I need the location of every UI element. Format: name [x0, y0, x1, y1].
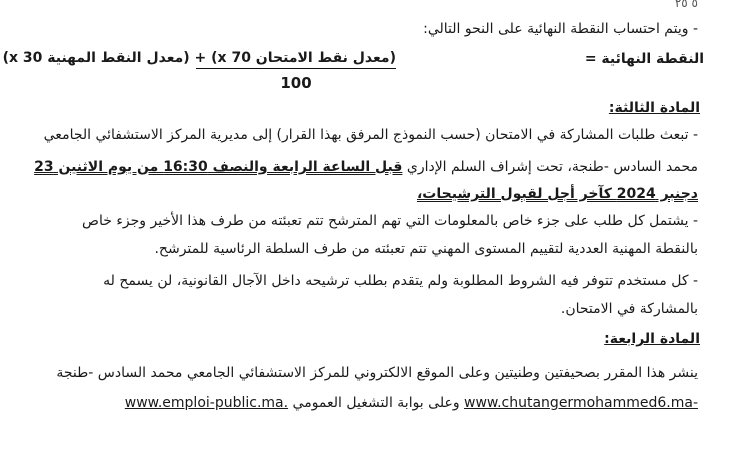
article3-para3-line1: - كل مستخدم تتوفر فيه الشروط المطلوبة ولم يتقدم بطلب ترشيحه داخل الآجال القانونية، لن يسمح له [103, 273, 698, 289]
article3-para3-line2: بالمشاركة في الامتحان. [560, 301, 698, 317]
article3-line3: دجنبر 2024 كآخر أجل لقبول الترشيحات، [416, 186, 698, 202]
article3-line2 [34, 158, 698, 176]
article4-line2 [125, 394, 698, 412]
article4-line1: ينشر هذا المقرر بصحيفتين وطنيتين وعلى الموقع الالكتروني للمركز الاستشفائي الجامعي محمد السادس -طنجة [56, 365, 698, 381]
article3-heading: المادة الثالثة: [608, 100, 700, 116]
formula-numerator: (معدل نقط الامتحان x 70) + (معدل النقط المهنية x 30) [196, 50, 396, 69]
top-fragment: ٥ ٢٥ [674, 0, 698, 10]
article3-para2-line1: - يشتمل كل طلب على جزء خاص بالمعلومات التي تهم المترشح تتم تعبئته من طرف هذا الأخير وجزء خاص [82, 213, 698, 229]
article3-deadline: قبل الساعة الرابعة والنصف 16:30 من يوم الاثنين 23 [34, 159, 403, 175]
article3-para2-line2: بالنقطة المهنية العددية لتقييم المستوى المهني تتم تعبئته من طرف السلطة الرئاسية للمترشح. [154, 241, 698, 257]
chu-website-link[interactable]: www.chutangermohammed6.ma- [464, 395, 698, 411]
article3-line1: - تبعث طلبات المشاركة في الامتحان (حسب النموذج المرفق بهذا القرار) إلى مديرية المركز الاستشفائي الجامعي [43, 127, 698, 143]
formula-label: النقطة النهائية = [584, 51, 704, 67]
intro-line: - ويتم احتساب النقطة النهائية على النحو التالي: [423, 21, 698, 37]
emploi-public-link[interactable]: www.emploi-public.ma. [124, 395, 289, 411]
article4-heading: المادة الرابعة: [604, 331, 700, 347]
formula-denominator: 100 [280, 74, 312, 92]
article3-line2-normal: محمد السادس -طنجة، تحت إشراف السلم الإداري [402, 159, 698, 175]
article4-connector: وعلى بوابة التشغيل العمومي [292, 395, 460, 411]
